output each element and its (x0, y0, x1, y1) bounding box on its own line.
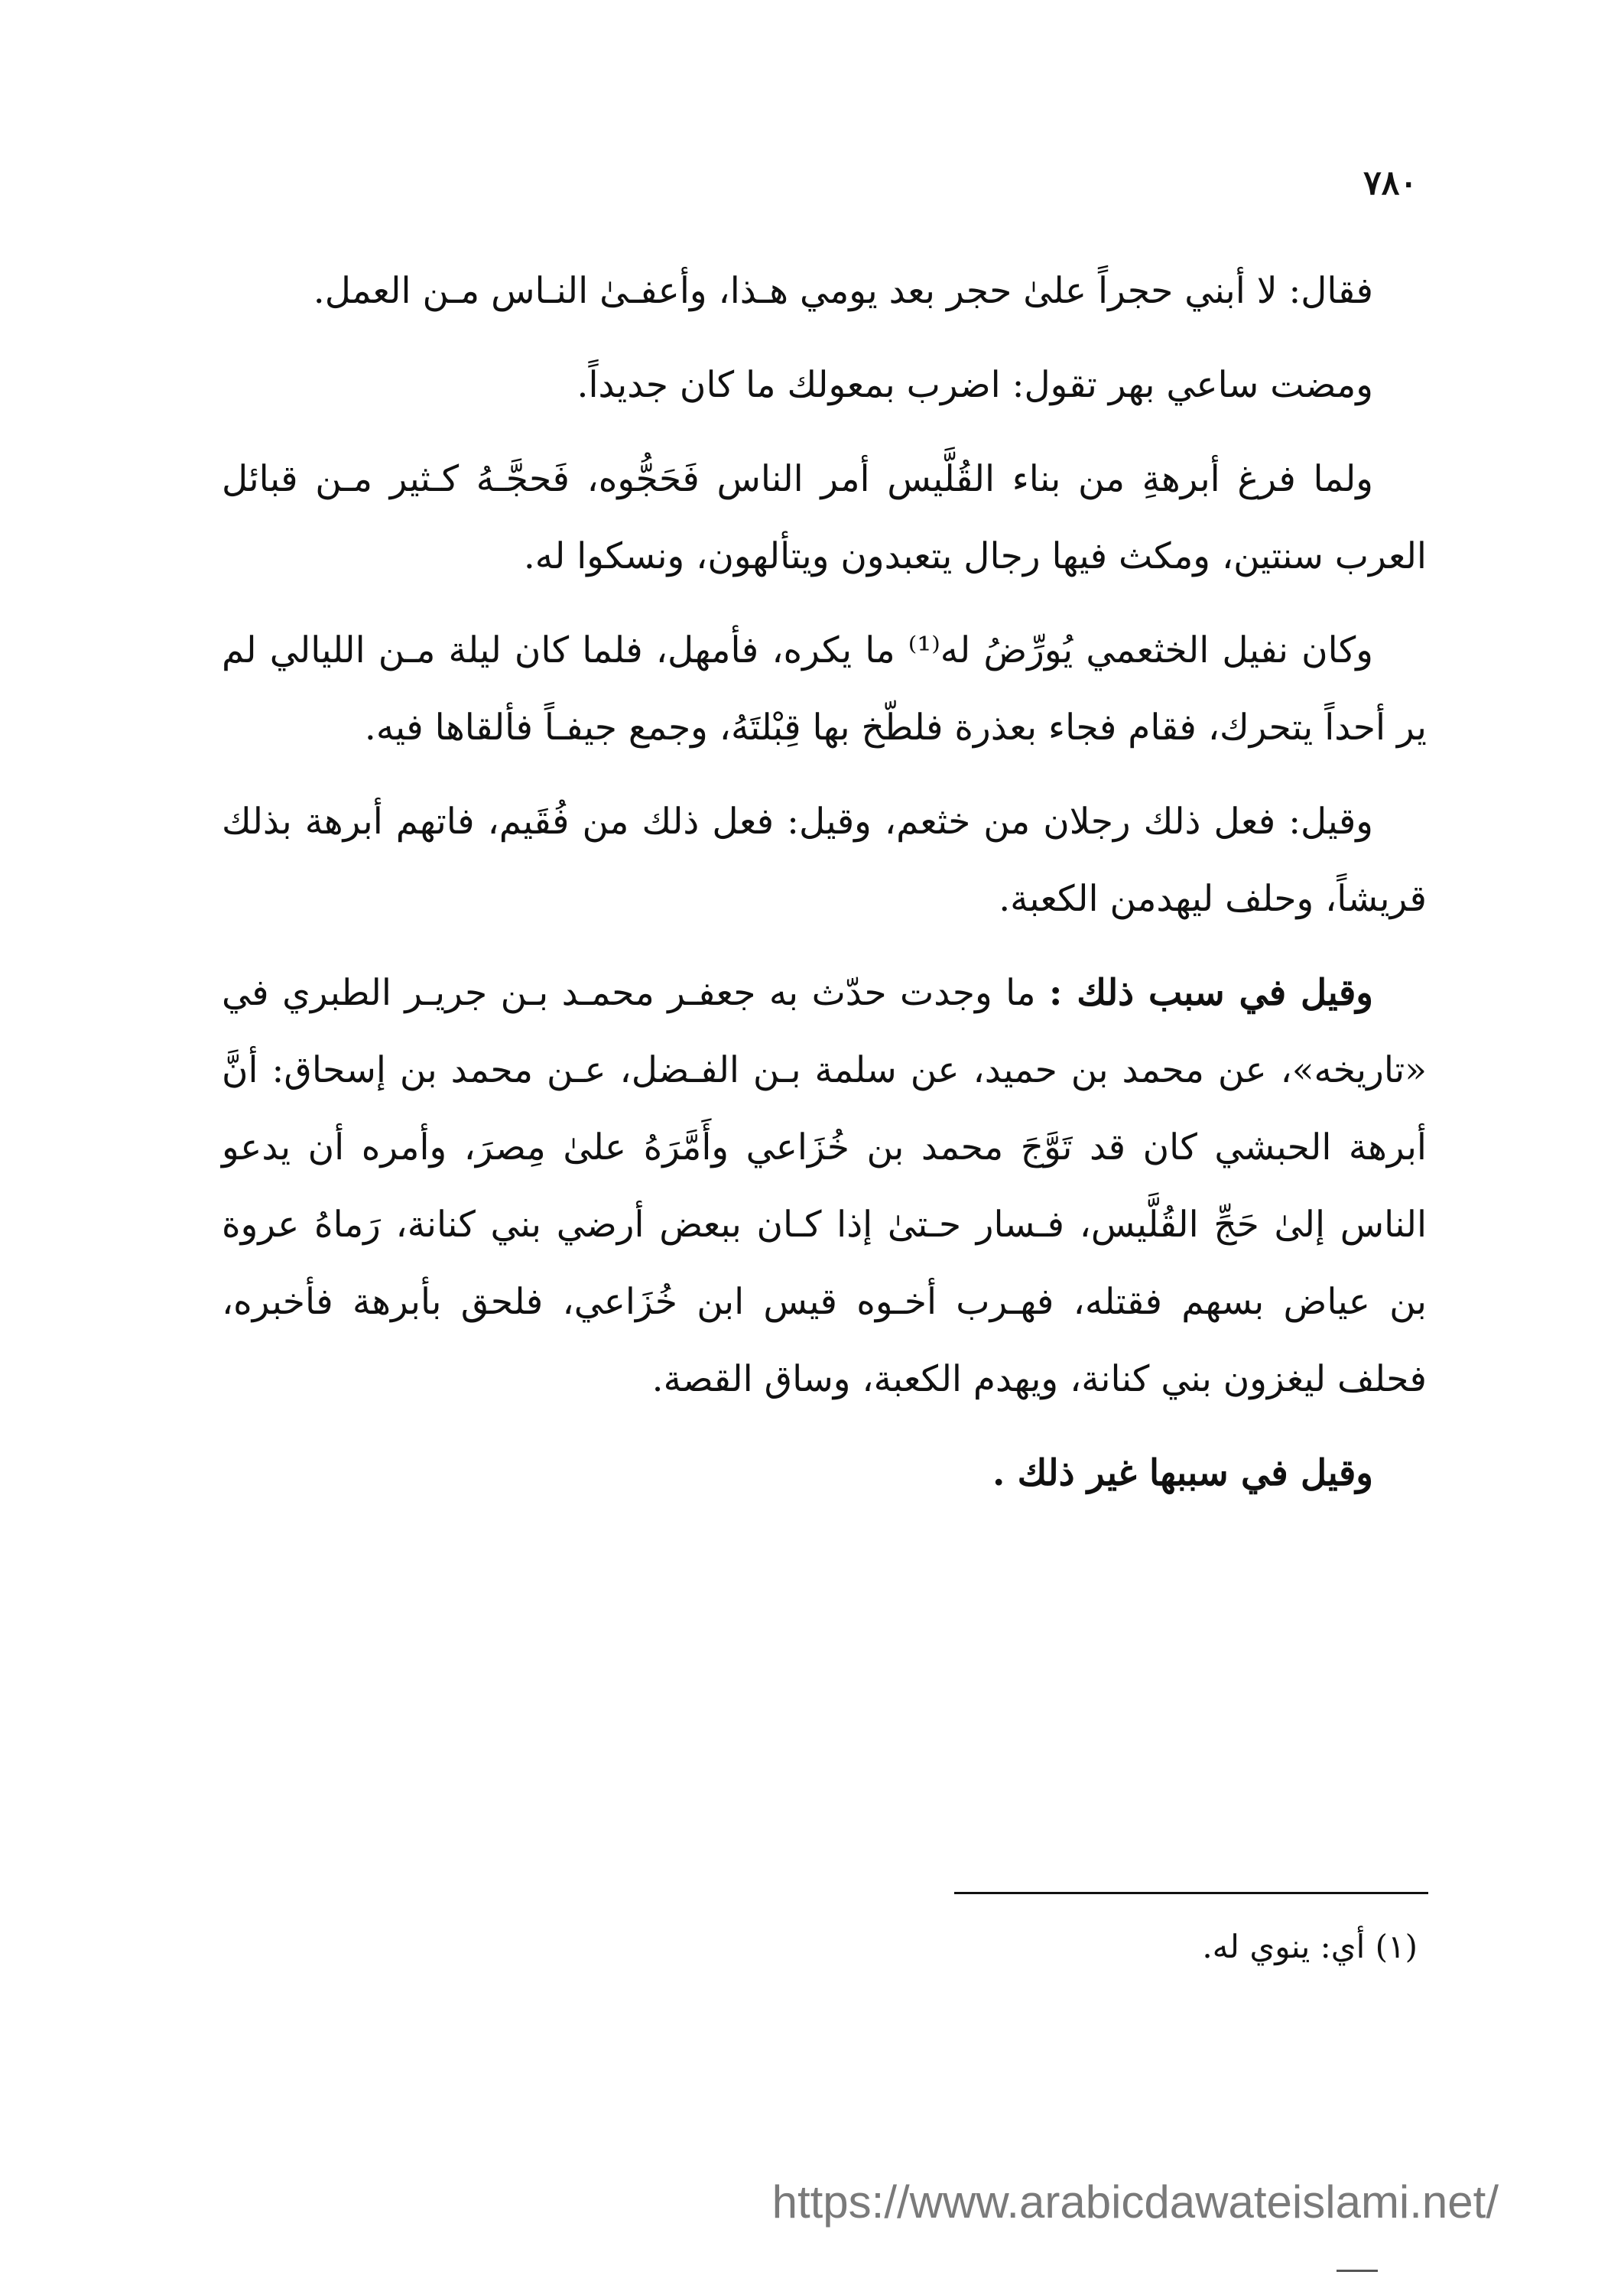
main-text (222, 252, 1427, 1529)
paragraph-lead: وقيل في سبب ذلك : (1049, 972, 1373, 1014)
paragraph (222, 346, 1427, 424)
paragraph-text: ولما فرغ أبرهةِ من بناء القُلَّيس أمر الناس فَحَجُّوه، فَحجَّـهُ كـثير مـن قبائل العرب سنتين، ومكث فيها رجال يتعبدون ويتألهون، ونسكوا له. (222, 458, 1427, 577)
paragraph (222, 612, 1427, 766)
paragraph (222, 783, 1427, 938)
paragraph-text: وكان نفيل الخثعمي يُورِّضُ له⁽¹⁾ ما يكره، فأمهل، فلما كان ليلة مـن الليالي لم ير أحداً يتحرك، فقام فجاء بعذرة فلطّخ بها قِبْلتَهُ، وجمع جيفـاً فألقاها فيه. (222, 629, 1427, 749)
footnote: (١) أي: ينوي له. (1202, 1928, 1418, 1965)
paragraph (222, 954, 1427, 1418)
watermark-url: https://www.arabicdawateislami.net/ (771, 2176, 1499, 2228)
paragraph-text: فقال: لا أبني حجراً علىٰ حجر بعد يومي هـذا، وأعفـىٰ النـاس مـن العمل. (313, 270, 1373, 312)
closing-line: وقيل في سببها غير ذلك . (992, 1452, 1373, 1494)
paragraph-text: ما وجدت حدّث به جعفـر محمـد بـن جريـر الطبري في «تاريخه»، عن محمد بن حميد، عن سلمة بـن الفـضل، عـن محمد بن إسحاق: أنَّ أبرهة الحبشي كان قد تَوَّجَ محمد بن خُزَاعي وأَمَّرَهُ علىٰ مِصرَ، وأمره أن يدعو الناس إلىٰ حَجِّ القُلَّيس، فـسار حـتىٰ إذا كـان ببعض أرضي بني كنانة، رَماهُ عروة بن عياض بسهم فقتله، فهـرب أخـوه قيس ابن خُزَاعي، فلحق بأبرهة فأخبره، فحلف ليغزون بني كنانة، ويهدم الكعبة، وساق القصة. (222, 972, 1427, 1400)
page-number: ٧٨٠ (1363, 164, 1418, 203)
scan-edge-mark (1337, 2270, 1378, 2272)
paragraph (222, 252, 1427, 330)
paragraph-text: ومضت ساعي بهر تقول: اضرب بمعولك ما كان جديداً. (577, 364, 1373, 406)
paragraph (222, 440, 1427, 595)
paragraph-text: وقيل: فعل ذلك رجلان من خثعم، وقيل: فعل ذلك من فُقَيم، فاتهم أبرهة بذلك قريشاً، وحلف ليهدمن الكعبة. (222, 801, 1427, 920)
footnote-divider (954, 1892, 1428, 1894)
